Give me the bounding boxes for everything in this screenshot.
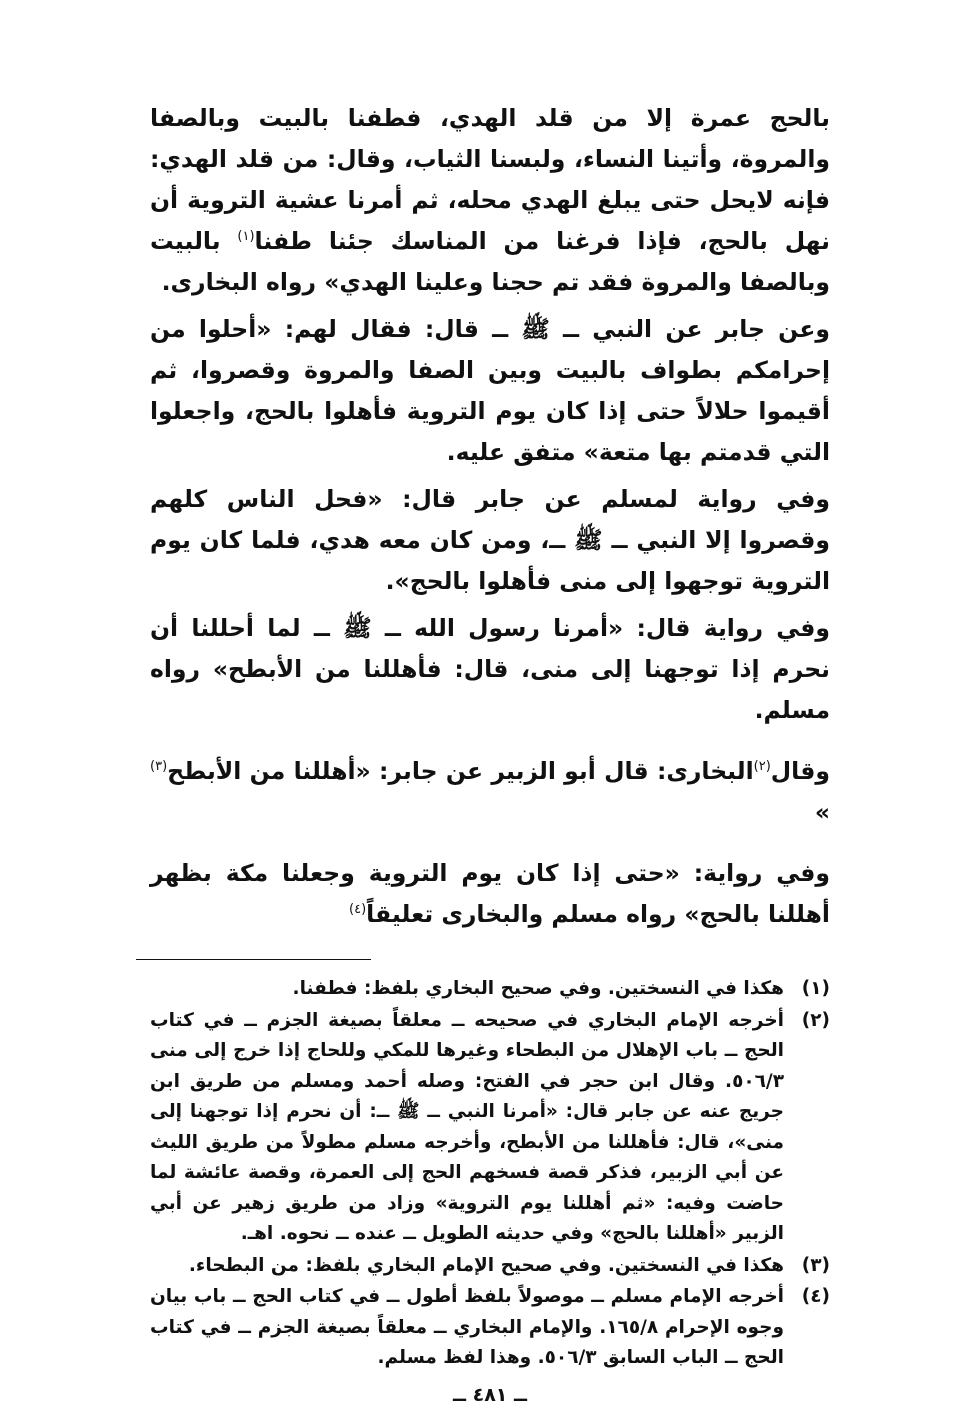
footnote-marker-3[interactable]: (٣) [150,759,168,775]
footnote-4 [150,1282,830,1374]
footnote-marker-1[interactable]: (١) [237,229,255,245]
paragraph-5-tail: » [814,798,830,826]
footnote-text: هكذا في النسختين. وفي صحيح البخاري بلفظ: فطفنا. [292,978,784,999]
footnote-marker-2[interactable]: (٢) [753,759,771,775]
footnote-2 [150,1006,830,1250]
paragraph-1-tail: بالبيت وبالصفا والمروة فقد تم حجنا وعلينا الهدي» رواه البخارى. [150,227,830,296]
footnote-text: هكذا في النسختين. وفي صحيح الإمام البخاري بلفظ: من البطحاء. [188,1254,784,1276]
page-content [150,98,830,1406]
paragraph-3: وفي رواية لمسلم عن جابر قال: «فحل الناس كلهم وقصروا إلا النبي ــ ﷺ ــ، ومن كان معه هدي، فلما كان يوم التروية توجهوا إلى منى فأهلوا بالحج». [150,485,830,595]
footnote-number: (٣) [801,1254,830,1276]
paragraph-4: وفي رواية قال: «أمرنا رسول الله ــ ﷺ ــ لما أحللنا أن نحرم إذا توجهنا إلى منى، قال: فأهللنا من الأبطح» رواه مسلم. [150,614,830,724]
page-number: ــ ٤٨١ ــ [452,1383,527,1406]
footnote-marker-4[interactable]: (٤) [349,902,367,918]
footnote-1 [150,974,830,1005]
footnote-number: (٢) [801,1009,830,1031]
footnote-3 [150,1251,830,1282]
paragraph-6 [150,853,830,935]
paragraph-2: وعن جابر عن النبي ــ ﷺ ــ قال: فقال لهم: «أحلوا من إحرامكم بطواف بالبيت وبين الصفا والمروة وقصروا، ثم أقيموا حلالاً حتى إذا كان يوم التروية فأهلوا بالحج، واجعلوا التي قدمتم بها متعة» متفق عليه. [150,315,830,466]
paragraph-5-lead: وقال [770,757,830,785]
main-text [150,98,830,935]
footnote-number: (١) [801,978,830,999]
footnote-number: (٤) [801,1286,830,1307]
paragraph-5-text: البخارى: قال أبو الزبير عن جابر: «أهللنا من الأبطح [167,757,754,785]
paragraph-5 [150,751,830,833]
footnote-text: أخرجه الإمام مسلم ــ موصولاً بلفظ أطول ــ في كتاب الحج ــ باب بيان وجوه الإحرام ١٦٥/٨. والإمام البخاري ــ معلقاً بصيغة الجزم ــ في كتاب الحج ــ الباب السابق ٥٠٦/٣. وهذا لفظ مسلم. [150,1286,784,1368]
footnote-text: أخرجه الإمام البخاري في صحيحه ــ معلقاً بصيغة الجزم ــ في كتاب الحج ــ باب الإهلال من البطحاء وغيرها للمكي وللحاج إذا خرج إلى منى ٥٠٦/٣. وقال ابن حجر في الفتح: وصله أحمد ومسلم من طريق ابن جريج عنه عن جابر قال: «أمرنا النبي ــ ﷺ ــ: أن نحرم إذا توجهنا إلى منى»، قال: فأهللنا من الأبطح، وأخرجه مسلم مطولاً من طريق الليث عن أبي الزبير، فذكر قصة فسخهم الحج إلى العمرة، وقصة عائشة لما حاضت وفيه: «ثم أهللنا يوم التروية» وزاد من طريق زهير عن أبي الزبير «أهللنا بالحج» وفي حديثه الطويل ــ عنده ــ نحوه. اهـ. [150,1009,784,1244]
paragraph-1-text: بالحج عمرة إلا من قلد الهدي، فطفنا بالبيت وبالصفا والمروة، وأتينا النساء، ولبسنا الثياب، وقال: من قلد الهدي: فإنه لايحل حتى يبلغ الهدي محله، ثم أمرنا عشية التروية أن نهل بالحج، فإذا فرغنا من المناسك جئنا طفنا [150,104,831,255]
paragraph-6-text: وفي رواية: «حتى إذا كان يوم التروية وجعلنا مكة بظهر أهللنا بالحج» رواه مسلم والبخارى تعليقاً [150,859,830,928]
footnote-separator-wrap [150,945,830,960]
footnotes [150,974,830,1374]
paragraph-1 [150,98,830,303]
footnote-separator [136,959,371,960]
